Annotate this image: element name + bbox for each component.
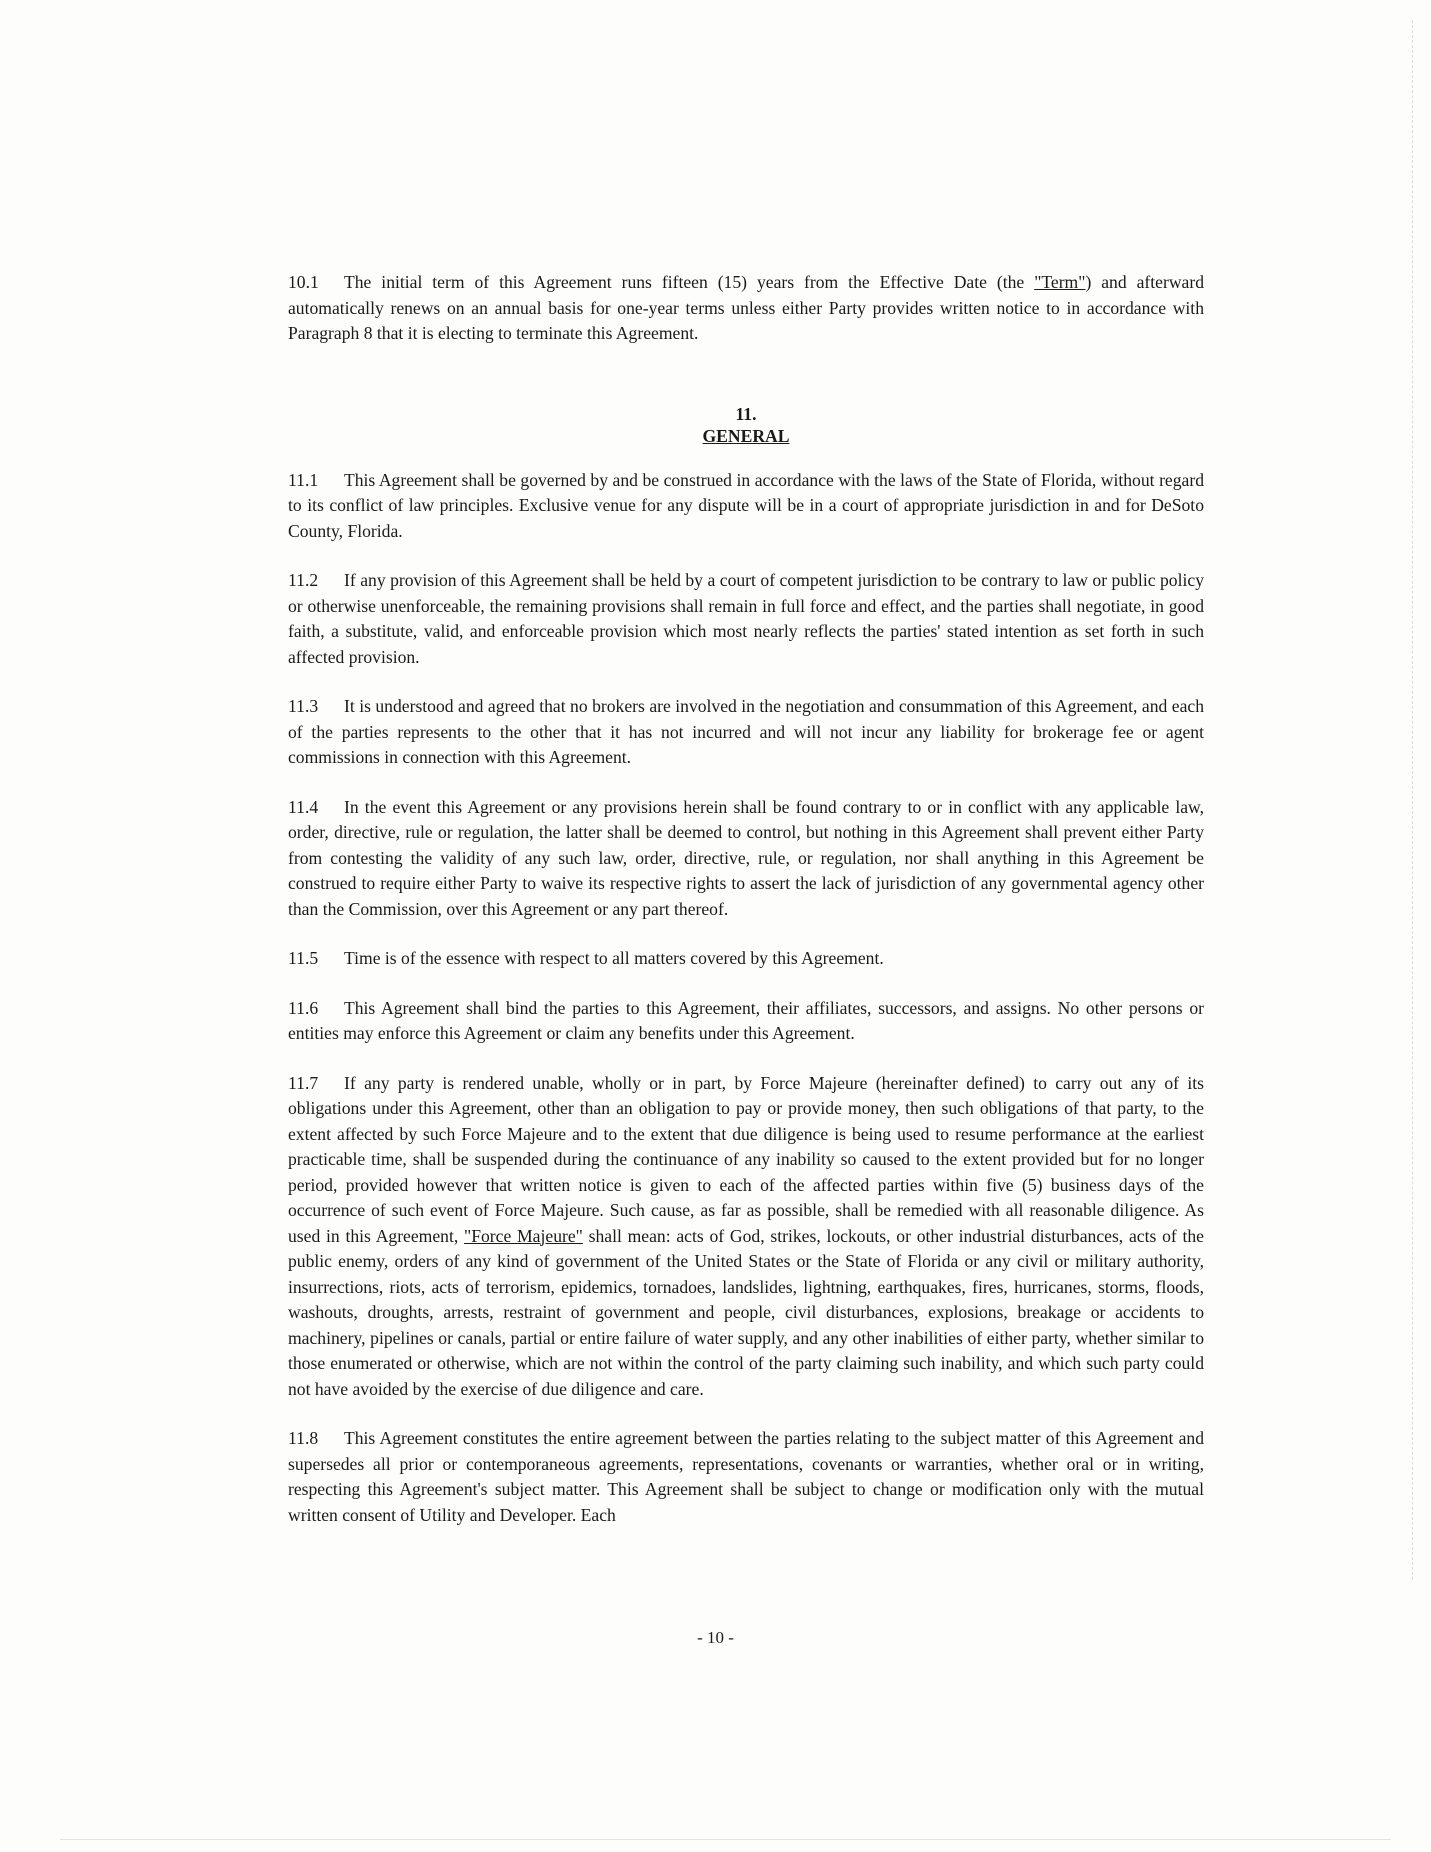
document-body: [288, 270, 1204, 1528]
paragraph-number: 11.5: [288, 948, 319, 968]
paragraph-text: This Agreement shall bind the parties to this Agreement, their affiliates, successors, and assigns. No other persons or entities may enforce this Agreement or claim any benefits under this Agreement.: [288, 997, 1204, 1043]
paragraph-number: 10.1: [288, 272, 319, 292]
paragraph-11-4: [288, 795, 1204, 923]
paragraph-text: The initial term of this Agreement runs fifteen (15) years from the Effective Date (the: [344, 272, 1035, 292]
scan-edge-artifact: [1411, 20, 1413, 1580]
paragraph-text: ) and afterward automatically renews on an annual basis for one-year terms unless either Party provides written notice to in accordance with Paragraph 8 that it is electing to terminate this Agreement.: [288, 272, 1204, 343]
paragraph-11-6: [288, 996, 1204, 1047]
paragraph-text: Time is of the essence with respect to all matters covered by this Agreement.: [344, 948, 884, 968]
paragraph-11-5: [288, 946, 1204, 972]
paragraph-number: 11.8: [288, 1428, 319, 1448]
paragraph-11-7: [288, 1071, 1204, 1403]
section-number: 11.: [735, 403, 757, 424]
defined-term-term: "Term": [1034, 272, 1086, 292]
defined-term-force-majeure: "Force Majeure": [464, 1225, 583, 1246]
paragraph-number: 11.7: [288, 1072, 319, 1093]
paragraph-text: It is understood and agreed that no brokers are involved in the negotiation and consummation of this Agreement, and each of the parties represents to the other that it has not incurred and will not incur any liability for brokerage fee or agent commissions in connection with this Agreement.: [288, 696, 1204, 767]
page-number: - 10 -: [697, 1628, 734, 1647]
paragraph-11-2: [288, 568, 1204, 670]
paragraph-number: 11.2: [288, 570, 319, 590]
section-heading: [288, 403, 1204, 447]
paragraph-text: In the event this Agreement or any provisions herein shall be found contrary to or in conflict with any applicable law, order, directive, rule or regulation, the latter shall be deemed to control, but nothing in this Agreement shall prevent either Party from contesting the validity of any such law, order, directive, rule, or regulation, nor shall anything in this Agreement be construed to require either Party to waive its respective rights to assert the lack of jurisdiction of any governmental agency other than the Commission, over this Agreement or any part thereof.: [288, 796, 1204, 919]
paragraph-11-1: [288, 468, 1204, 545]
paragraph-10-1: [288, 270, 1204, 347]
paragraph-text: If any provision of this Agreement shall be held by a court of competent jurisdiction to be contrary to law or public policy or otherwise unenforceable, the remaining provisions shall remain in full force and effect, and the parties shall negotiate, in good faith, a substitute, valid, and enforceable provision which most nearly reflects the parties' stated intention as set forth in such affected provision.: [288, 570, 1204, 667]
paragraph-11-3: [288, 694, 1204, 771]
paragraph-text: This Agreement shall be governed by and be construed in accordance with the laws of the State of Florida, without regard to its conflict of law principles. Exclusive venue for any dispute will be in a court of appropriate jurisdiction in and for DeSoto County, Florida.: [288, 469, 1204, 541]
paragraph-number: 11.1: [288, 469, 319, 490]
paragraph-text: If any party is rendered unable, wholly or in part, by Force Majeure (hereinafter defined) to carry out any of its obligations under this Agreement, other than an obligation to pay or provide money, then such obligations of that party, to the extent affected by such Force Majeure and to the extent that due diligence is being used to resume performance at the earliest practicable time, shall be suspended during the continuance of any inability so caused to the extent provided but for no longer period, provided however that written notice is given to each of the affected parties within five (5) business days of the occurrence of such event of Force Majeure. Such cause, as far as possible, shall be remedied with all reasonable diligence. As used in this Agreement,: [288, 1072, 1204, 1246]
paragraph-number: 11.6: [288, 997, 319, 1018]
paragraph-number: 11.4: [288, 796, 319, 817]
paragraph-text: This Agreement constitutes the entire agreement between the parties relating to the subject matter of this Agreement and supersedes all prior or contemporaneous agreements, representations, covenants or warranties, whether oral or in writing, respecting this Agreement's subject matter. This Agreement shall be subject to change or modification only with the mutual written consent of Utility and Developer. Each: [288, 1428, 1204, 1525]
paragraph-11-8: [288, 1426, 1204, 1528]
scan-edge-artifact: [60, 1838, 1391, 1840]
section-title: GENERAL: [702, 425, 790, 446]
paragraph-number: 11.3: [288, 696, 319, 716]
paragraph-text: shall mean: acts of God, strikes, lockouts, or other industrial disturbances, acts of the public enemy, orders of any kind of government of the United States or the State of Florida or any civil or military authority, insurrections, riots, acts of terrorism, epidemics, tornadoes, landslides, lightning, earthquakes, fires, hurricanes, storms, floods, washouts, droughts, arrests, restraint of government and people, civil disturbances, explosions, breakage or accidents to machinery, pipelines or canals, partial or entire failure of water supply, and any other inabilities of either party, whether similar to those enumerated or otherwise, which are not within the control of the party claiming such inability, and which such party could not have avoided by the exercise of due diligence and care.: [288, 1225, 1204, 1399]
